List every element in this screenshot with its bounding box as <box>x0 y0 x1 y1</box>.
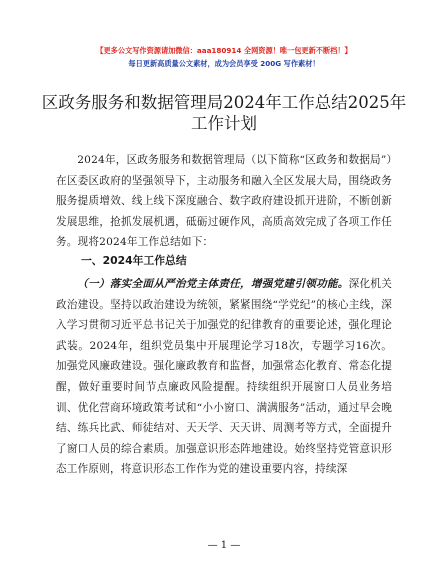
promo-banner-line-1: 【更多公文写作资源请加微信：aaa180914 全网资源！唯一包更新不断档！】 <box>96 46 352 55</box>
subsection-heading-1: （一）落实全面从严治党主体责任，增强党建引领功能。 <box>77 278 349 290</box>
promo-banner-line-2: 每日更新高质量公文素材，成为会员享受 200G 写作素材！ <box>128 59 320 68</box>
page-number: — 1 — <box>207 540 241 551</box>
subsection-text-1: 深化机关政治建设。坚持以政治建设为统领，紧紧围绕“学党纪”的核心主线，深入学习贯彻习近平总书记关于加强党的纪律教育的重要论述，强化理论武装。2024年，组织党员集中开展理论学习18次，专题学习16次。加强党风廉政建设。强化廉政教育和监督，加强常态化教育、常态化提醒，做好重要时间节点廉政风险提醒。持续组织开展窗口人员业务培训、优化营商环境政策考试和“小小窗口、满满服务”活动，通过早会晚结、练兵比武、师徒结对、天天学、天天讲、周测考等方式，全面提升了窗口人员的综合素质。加强意识形态阵地建设。始终坚持党管意识形态工作原则，将意识形态工作作为党的建设重要内容，持续深 <box>56 278 392 476</box>
intro-paragraph: 2024年，区政务服务和数据管理局（以下简称“区政务和数据局”）在区委区政府的坚强领导下，主动服务和融入全区发展大局，围绕政务服务提质增效、线上线下深度融合、数字政府建设抓开进阶，不断创新发展思维，抢抓发展机遇，砥砺过硬作风，高质高效完成了各项工作任务。现将2024年工作总结如下： <box>56 154 392 249</box>
subsection-paragraph-1 <box>56 274 392 480</box>
section-heading-1: 一、2024年工作总结 <box>81 254 187 267</box>
document-title: 区政务服务和数据管理局2024年工作总结2025年工作计划 <box>41 93 407 133</box>
